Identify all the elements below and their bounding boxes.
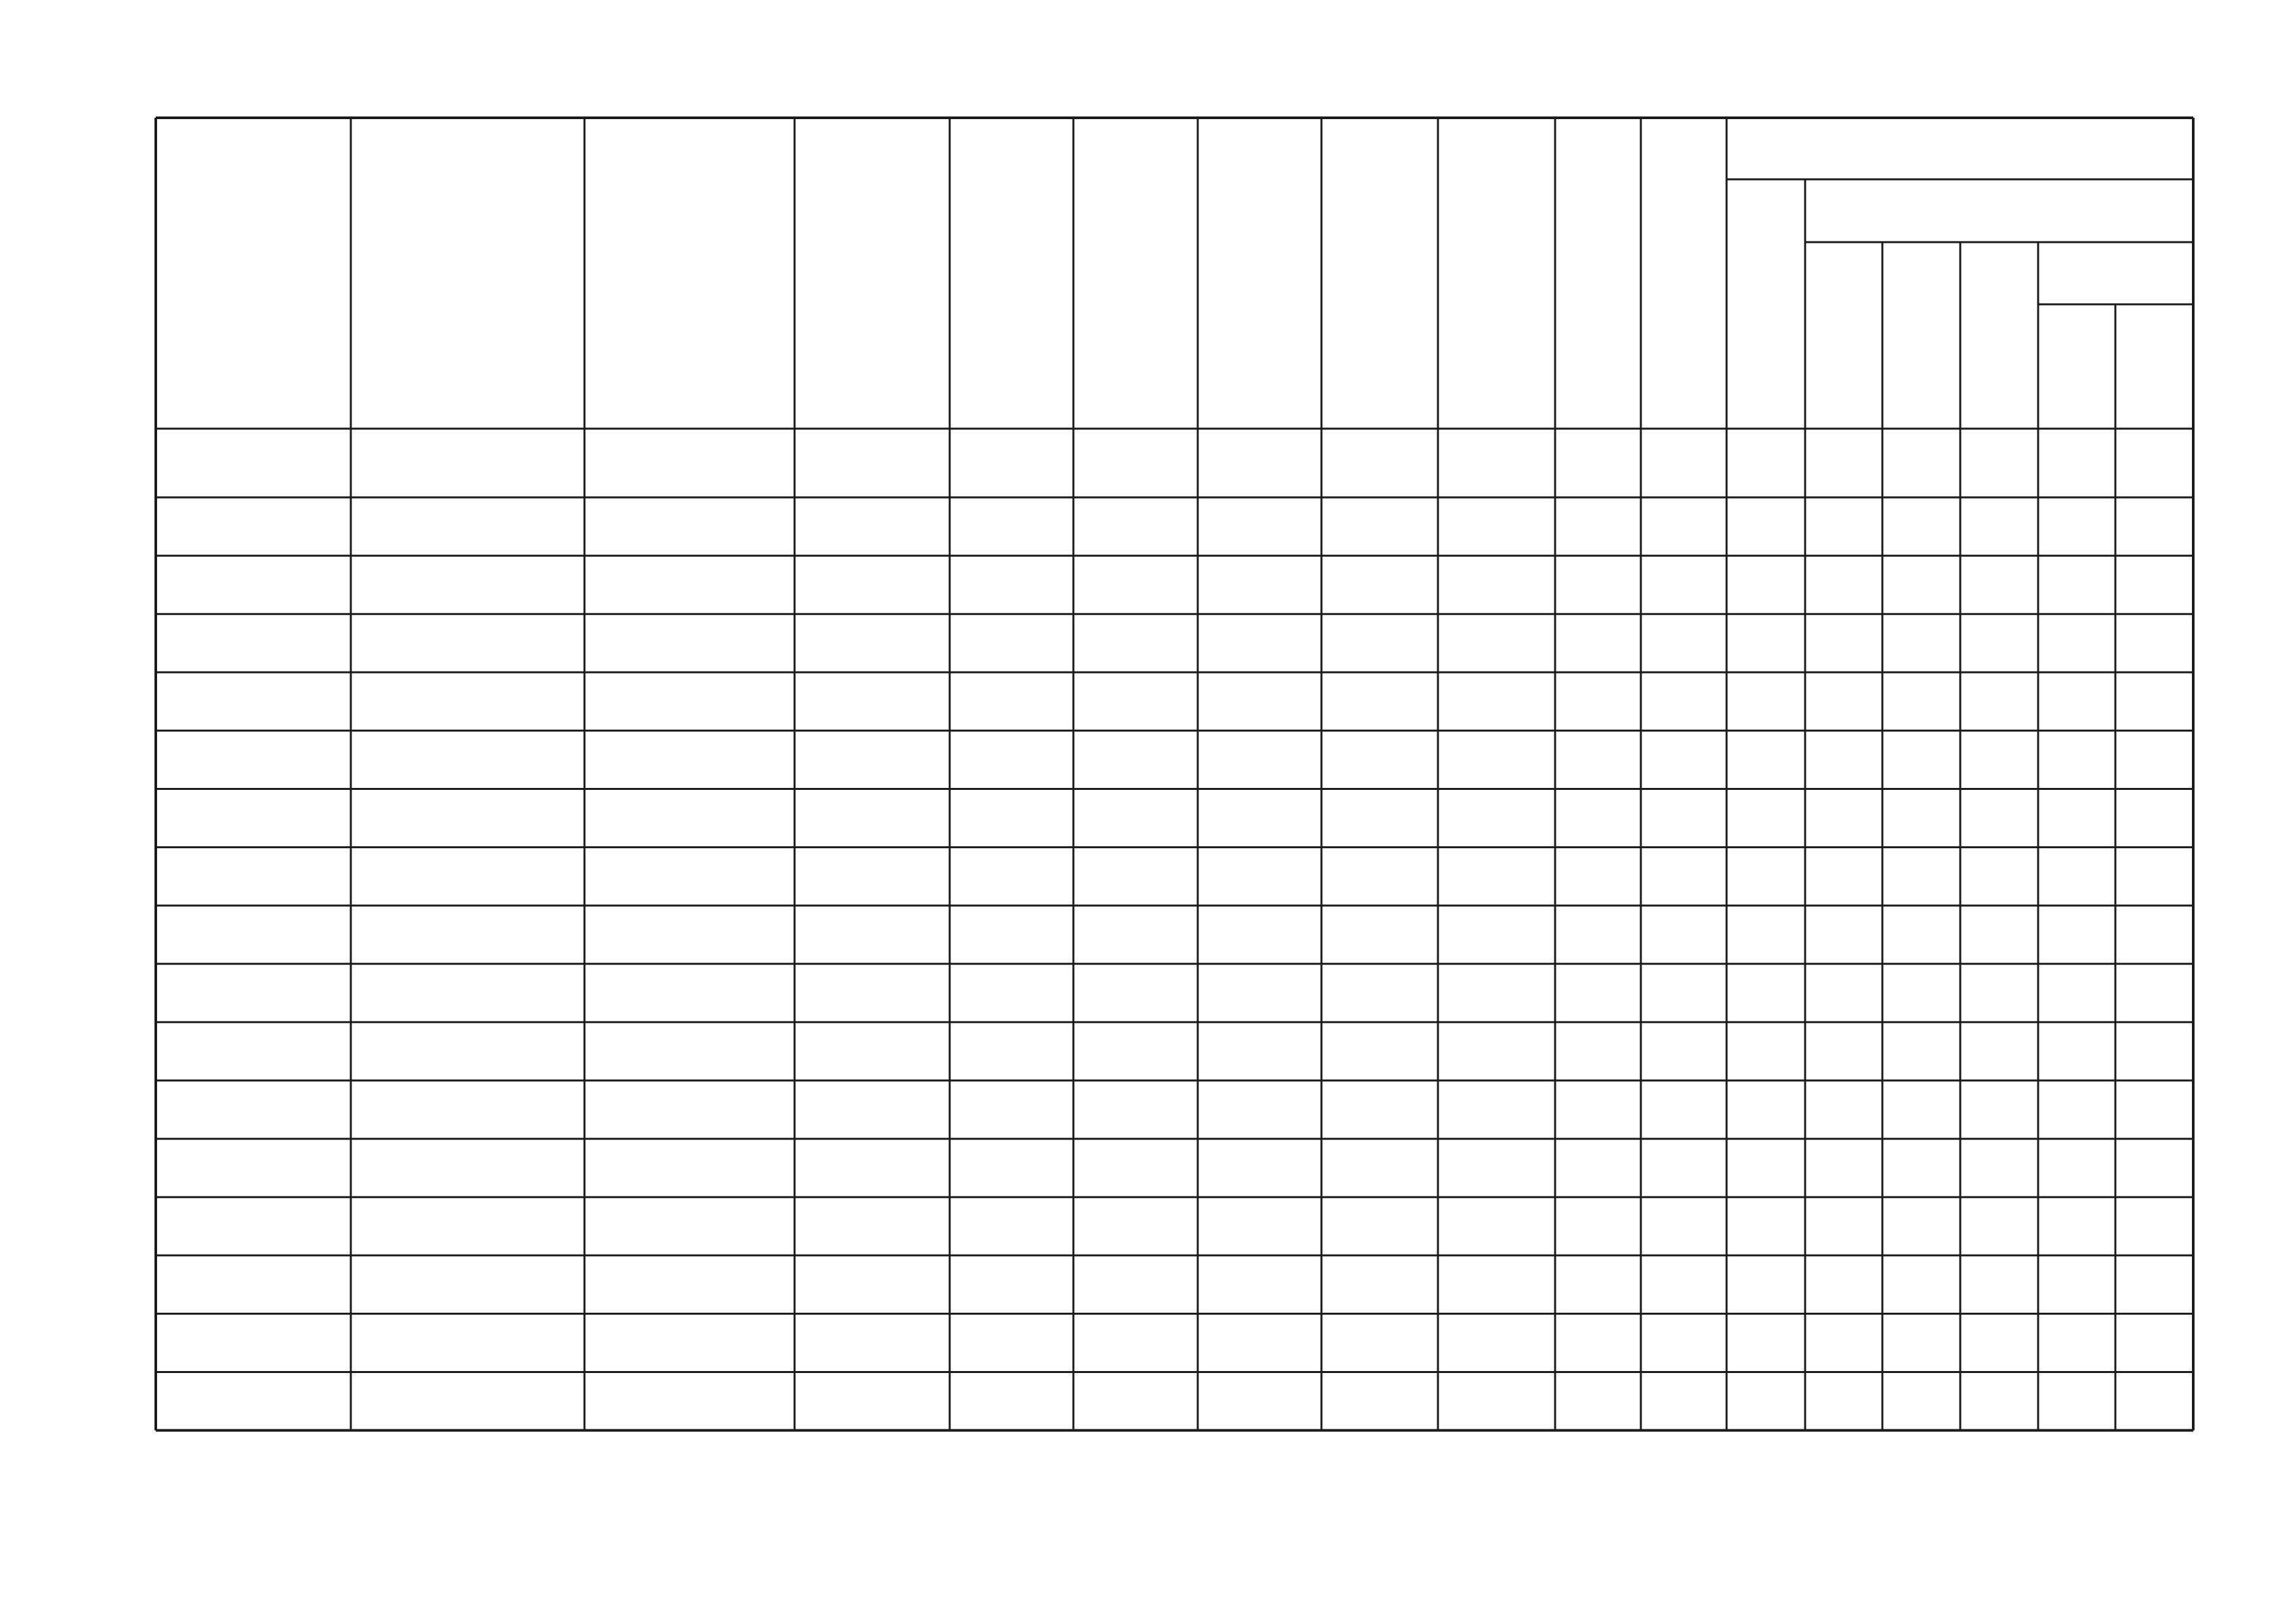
footnote [169, 1454, 185, 1483]
header-date [156, 118, 351, 429]
